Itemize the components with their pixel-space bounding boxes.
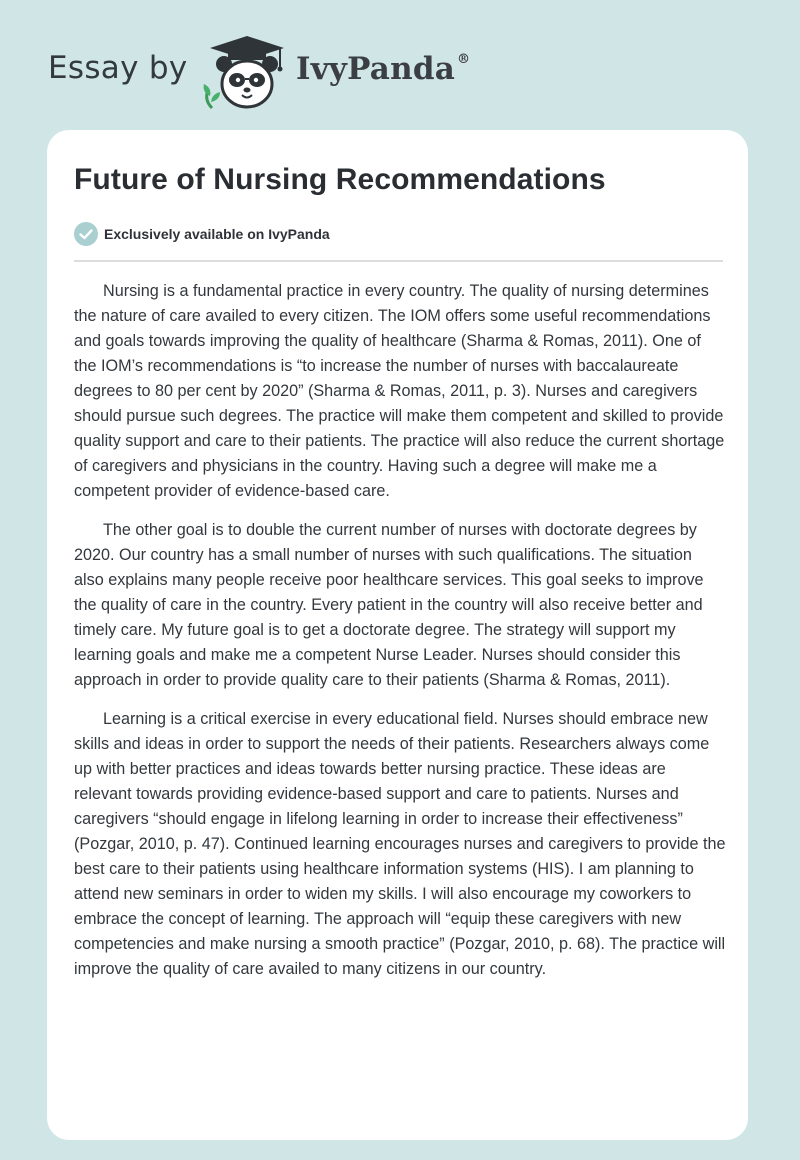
brand-name: IvyPanda (296, 51, 455, 87)
page-title: Future of Nursing Recommendations (74, 163, 606, 196)
essay-card (47, 130, 748, 1140)
site-header (0, 0, 800, 128)
divider (74, 260, 723, 262)
paragraph: Nursing is a fundamental practice in every country. The quality of nursing determines the nature of care availed to every citizen. The IOM offers some useful recommendations and goals towards improving the quality of healthcare (Sharma & Romas, 2011). One of the IOM’s recommendations is “to increase the number of nurses with baccalaureate degrees to 80 per cent by 2020” (Sharma & Romas, 2011, p. 3). Nurses and caregivers should pursue such degrees. The practice will make them competent and skilled to provide quality support and care to their patients. The practice will also reduce the current shortage of caregivers and physicians in the country. Having such a degree will make me a competent provider of evidence-based care. (74, 282, 725, 500)
paragraph: Learning is a critical exercise in every educational field. Nurses should embrace new skills and ideas in order to support the needs of their patients. Researchers always come up with better practices and ideas towards better nursing practice. These ideas are relevant towards providing evidence-based support and care to patients. Nurses and caregivers “should engage in lifelong learning in order to increase their effectiveness” (Pozgar, 2010, p. 47). Continued learning encourages nurses and caregivers to provide the best care to their patients using healthcare information systems (HIS). I am planning to attend new seminars in order to widen my skills. I will also encourage my coworkers to embrace the concept of learning. The approach will “equip these caregivers with new competencies and make nursing a smooth practice” (Pozgar, 2010, p. 68). The practice will improve the quality of care availed to many citizens in our country. (74, 710, 726, 978)
panda-graduation-cap-icon[interactable] (200, 34, 294, 112)
exclusive-badge (74, 222, 330, 246)
check-circle-icon (74, 222, 98, 246)
paragraph: The other goal is to double the current number of nurses with doctorate degrees by 2020. Our country has a small number of nurses with such qualifications. The situation also explains many people receive poor healthcare services. This goal seeks to improve the quality of care in the country. Every patient in the country will also receive better and timely care. My future goal is to get a doctorate degree. The strategy will support my learning goals and make me a competent Nurse Leader. Nurses should consider this approach in order to provide quality care to their patients (Sharma & Romas, 2011). (74, 521, 704, 689)
essay-body (74, 279, 726, 996)
brand-logo-text[interactable] (296, 51, 470, 87)
essay-by-label: Essay by (48, 50, 188, 86)
registered-mark: ® (457, 52, 471, 67)
exclusive-badge-label: Exclusively available on IvyPanda (104, 226, 330, 242)
